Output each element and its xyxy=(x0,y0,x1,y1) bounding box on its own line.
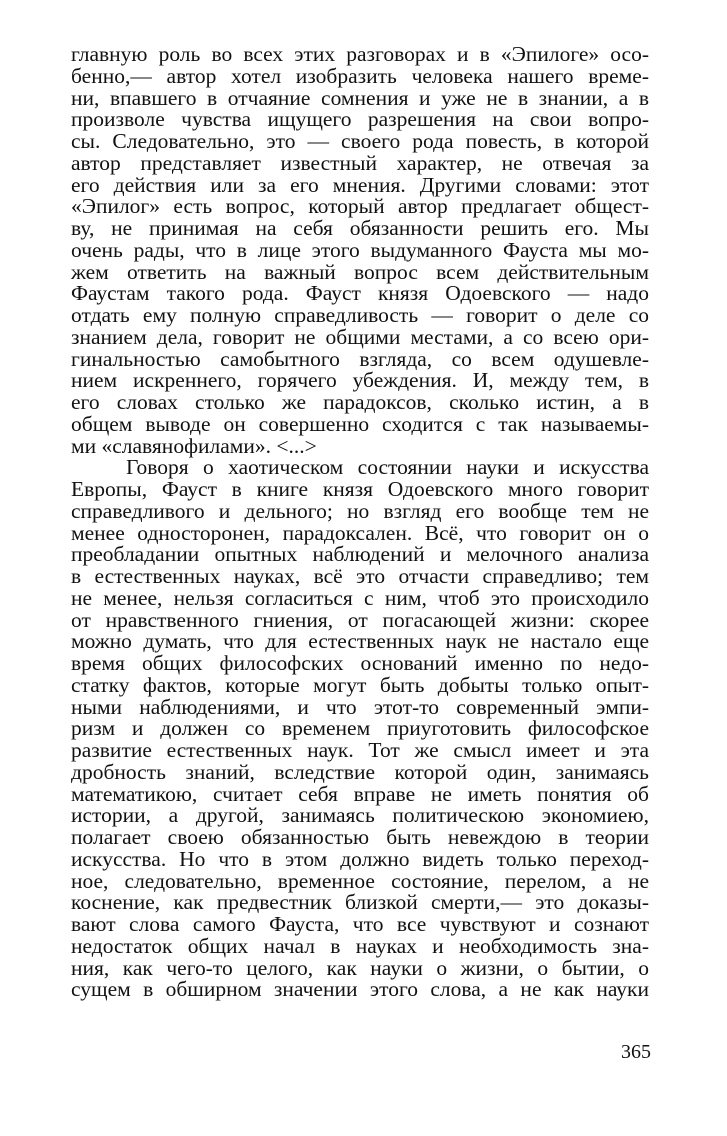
text-line: дробность знаний, вследствие которой один, занимаясь xyxy=(71,759,649,784)
text-line: бенно,— автор хотел изобразить человека нашего време- xyxy=(71,63,649,88)
text-line: преобладании опытных наблюдений и мелочного анализа xyxy=(71,542,649,567)
text-line: Фаустам такого рода. Фауст князя Одоевского — надо xyxy=(71,281,649,306)
text-line: математикою, считает себя вправе не иметь понятия об xyxy=(71,781,649,806)
text-line: его словах столько же парадоксов, сколько истин, а в xyxy=(71,390,649,414)
text-line: ными наблюдениями, и что этот-то современный эмпи- xyxy=(71,694,649,719)
text-line: автор представляет известный характер, не отвечая за xyxy=(71,150,649,175)
text-line: общем выводе он совершенно сходится с так называемы- xyxy=(71,411,649,436)
text-line: произволе чувства ищущего разрешения на свои вопро- xyxy=(71,107,649,132)
text-line: гинальностью самобытного взгляда, со всем одушевле- xyxy=(71,346,649,371)
text-line: Европы, Фауст в книге князя Одоевского много говорит xyxy=(71,477,649,501)
text-line: коснение, как предвестник близкой смерти,— это доказы- xyxy=(71,890,649,915)
paragraph-1 xyxy=(71,44,649,457)
text-line: менее односторонен, парадоксален. Всё, что говорит он о xyxy=(71,520,649,545)
text-line: жем ответить на важный вопрос всем действительным xyxy=(71,259,649,284)
page-text xyxy=(71,44,649,1001)
text-line: справедливого и дельного; но взгляд его вообще тем не xyxy=(71,498,649,523)
text-line: ризм и должен со временем приуготовить философское xyxy=(71,716,649,741)
text-line: Говоря о хаотическом состоянии науки и искусства xyxy=(126,455,649,480)
text-line: главную роль во всех этих разговорах и в «Эпилоге» осо- xyxy=(71,42,649,66)
text-line: от нравственного гниения, от погасающей жизни: скорее xyxy=(71,607,649,632)
text-line: можно думать, что для естественных наук не настало еще xyxy=(71,629,649,654)
paragraph-2 xyxy=(71,457,649,1001)
text-line: не менее, нельзя согласиться с ним, чтоб это происходило xyxy=(71,585,649,610)
text-line: очень рады, что в лице этого выдуманного Фауста мы мо- xyxy=(71,237,649,262)
text-line: ми «славянофилами». <...> xyxy=(71,433,317,458)
text-line: вают слова самого Фауста, что все чувствуют и сознают xyxy=(71,912,649,936)
page-number: 365 xyxy=(621,1041,651,1063)
text-line: ву, не принимая на себя обязанности решить его. Мы xyxy=(71,216,649,240)
text-line: развитие естественных наук. Тот же смысл имеет и эта xyxy=(71,738,649,762)
text-line: в естественных науках, всё это отчасти справедливо; тем xyxy=(71,564,649,588)
text-line: сущем в обширном значении этого слова, а не как науки xyxy=(71,977,649,1002)
text-line: «Эпилог» есть вопрос, который автор предлагает общест- xyxy=(71,194,649,219)
text-line: нием искреннего, горячего убеждения. И, между тем, в xyxy=(71,368,649,393)
text-line: статку фактов, которые могут быть добыты только опыт- xyxy=(71,672,649,697)
text-line: полагает своею обязанностью быть невеждою в теории xyxy=(71,825,649,849)
text-line: знанием дела, говорит не общими местами, а со всею ори- xyxy=(71,324,649,349)
text-line: ни, впавшего в отчаяние сомнения и уже не в знании, а в xyxy=(71,85,649,110)
text-line: ния, как чего-то целого, как науки о жизни, о бытии, о xyxy=(71,955,649,980)
text-line: его действия или за его мнения. Другими словами: этот xyxy=(71,172,649,197)
text-line: истории, а другой, занимаясь политическою экономиею, xyxy=(71,803,649,828)
text-line: ное, следовательно, временное состояние, перелом, а не xyxy=(71,868,649,893)
text-line: недостаток общих начал в науках и необходимость зна- xyxy=(71,933,649,958)
text-line: искусства. Но что в этом должно видеть только переход- xyxy=(71,846,649,871)
text-line: отдать ему полную справедливость — говорит о деле со xyxy=(71,303,649,327)
text-line: время общих философских оснований именно по недо- xyxy=(71,651,649,675)
text-line: сы. Следовательно, это — своего рода повесть, в которой xyxy=(71,129,649,153)
